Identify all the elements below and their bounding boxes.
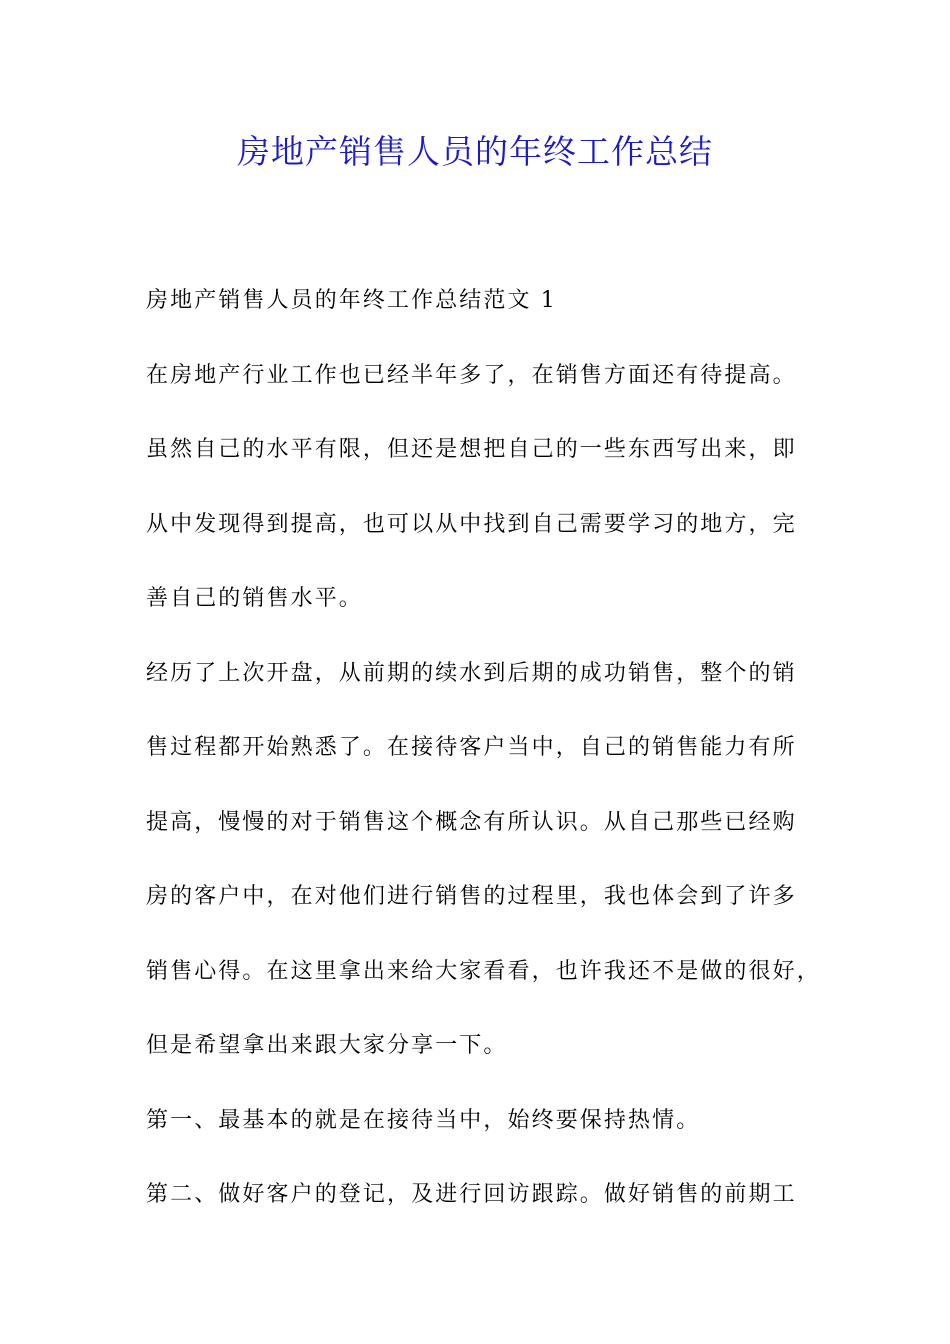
paragraph-line: 第一、最基本的就是在接待当中，始终要保持热情。 (146, 1107, 701, 1133)
paragraph-line: 善自己的销售水平。 (146, 586, 363, 611)
paragraph-line: 销售心得。在这里拿出来给大家看看，也许我还不是做的很好， (146, 958, 821, 984)
paragraph-line: 房的客户中，在对他们进行销售的过程里，我也体会到了许多 (146, 884, 797, 909)
paragraph-line: 售过程都开始熟悉了。在接待客户当中，自己的销售能力有所 (146, 735, 797, 760)
paragraph-line: 虽然自己的水平有限，但还是想把自己的一些东西写出来，即 (146, 437, 797, 462)
paragraph-line: 从中发现得到提高，也可以从中找到自己需要学习的地方，完 (146, 511, 797, 537)
paragraph-line: 但是希望拿出来跟大家分享一下。 (146, 1033, 508, 1058)
document-title: 房地产销售人员的年终工作总结 (237, 132, 713, 171)
paragraph-line: 提高，慢慢的对于销售这个概念有所认识。从自己那些已经购 (146, 809, 797, 835)
paragraph-line: 在房地产行业工作也已经半年多了，在销售方面还有待提高。 (146, 362, 797, 388)
paragraph-line: 第二、做好客户的登记，及进行回访跟踪。做好销售的前期工 (146, 1182, 797, 1207)
subtitle-line: 房地产销售人员的年终工作总结范文 1 (146, 288, 557, 313)
document-body (146, 264, 821, 1233)
paragraph-line: 经历了上次开盘，从前期的续水到后期的成功销售，整个的销 (146, 660, 797, 686)
